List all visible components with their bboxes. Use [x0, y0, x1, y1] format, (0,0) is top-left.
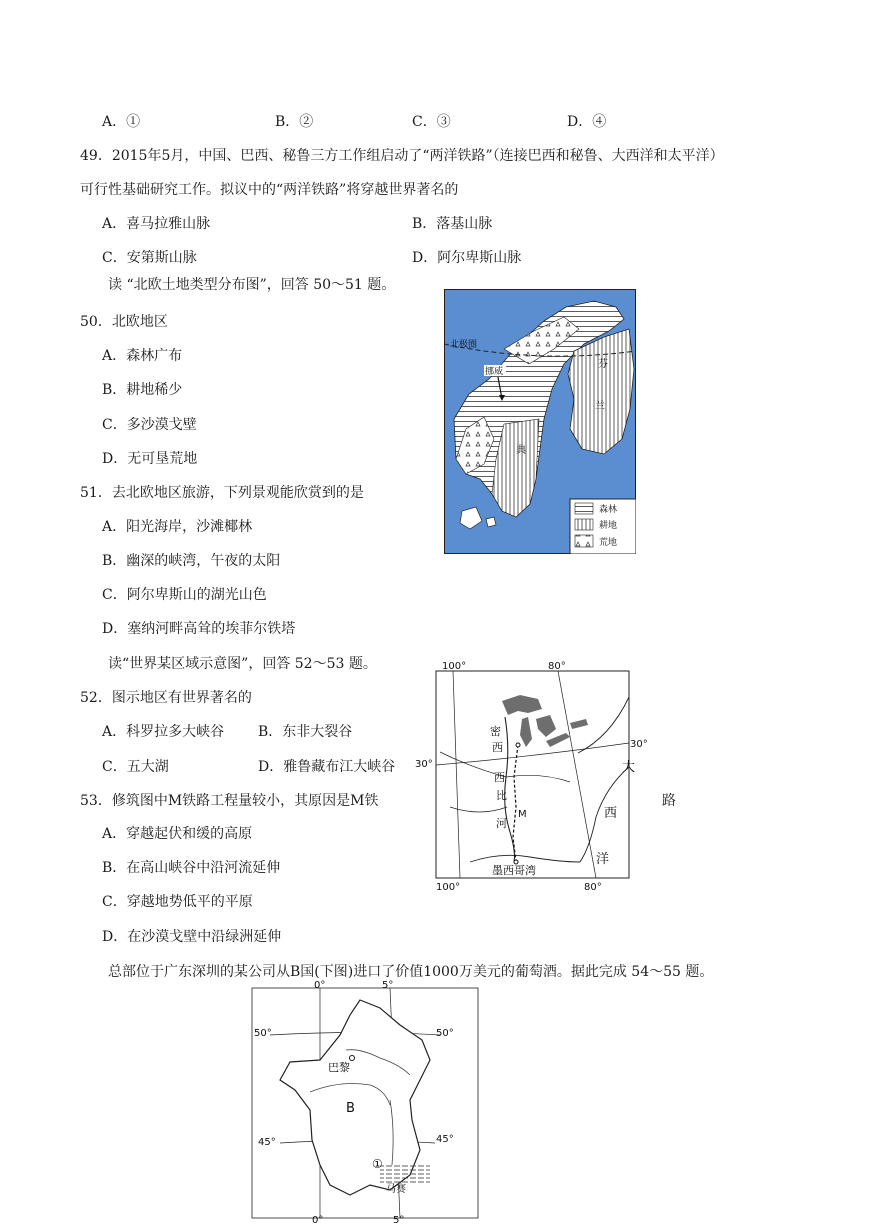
q52-option-c: C．五大湖 — [102, 759, 169, 775]
q52-option-a: A．科罗拉多大峡谷 — [102, 724, 225, 740]
q51-option-c: C．阿尔卑斯山的湖光山色 — [102, 587, 267, 603]
q50-option-d: D．无可垦荒地 — [102, 451, 198, 467]
q50-option-c: C．多沙漠戈壁 — [102, 417, 197, 433]
intro-50-51: 读 “北欧土地类型分布图”，回答 50～51 题。 — [108, 277, 396, 293]
ocean-char-3: 洋 — [596, 852, 610, 867]
q48-option-b: B．② — [275, 114, 314, 130]
q53-option-b: B．在高山峡谷中沿河流延伸 — [102, 860, 281, 876]
paris-marker — [350, 1056, 355, 1061]
gulf-of-mexico-label: 墨西哥湾 — [492, 864, 536, 877]
lat-label-45-left: 45° — [258, 1137, 276, 1148]
ocean-char-1: 大 — [622, 760, 636, 775]
lat-label-30-left: 30° — [415, 759, 433, 770]
legend-forest-swatch — [575, 503, 593, 514]
q50-stem: 50．北欧地区 — [80, 314, 168, 330]
q48-option-c: C．③ — [412, 114, 451, 130]
railway-m-label: M — [518, 809, 527, 820]
river-char-1: 密 — [490, 725, 501, 738]
river-char-4: 比 — [496, 789, 507, 802]
legend-farm: 耕地 — [599, 521, 618, 531]
marker-1: ① — [372, 1157, 383, 1171]
q49-option-c: C．安第斯山脉 — [102, 250, 197, 266]
q49-option-a: A．喜马拉雅山脉 — [102, 216, 211, 232]
river-char-2: 西 — [492, 741, 503, 754]
q51-stem: 51．去北欧地区旅游，下列景观能欣赏到的是 — [80, 485, 364, 501]
lon-label-5-bottom: 5° — [393, 1215, 405, 1225]
lon-label-80-bottom: 80° — [584, 882, 602, 892]
railway-m-start — [516, 743, 520, 747]
q50-option-b: B．耕地稀少 — [102, 382, 183, 398]
q49-stem-line1: 49．2015年5月，中国、巴西、秘鲁三方工作组启动了“两洋铁路”（连接巴西和秘鲁、大西洋和太平洋） — [80, 148, 724, 164]
intro-52-53: 读“世界某区域示意图”，回答 52～53 题。 — [108, 656, 377, 672]
france-map — [250, 980, 480, 1225]
q50-option-a: A．森林广布 — [102, 348, 183, 364]
intro-54-55: 总部位于广东深圳的某公司从B国(下图)进口了价值1000万美元的葡萄酒。据此完成 54～55 题。 — [108, 964, 714, 980]
lon-label-5-top: 5° — [382, 980, 394, 991]
paris-label: 巴黎 — [328, 1061, 350, 1074]
finland-label-2: 兰 — [595, 401, 605, 412]
legend-forest: 森林 — [599, 505, 618, 515]
q52-option-b: B．东非大裂谷 — [258, 724, 353, 740]
lon-label-0-top: 0° — [314, 980, 326, 991]
q51-option-a: A．阳光海岸，沙滩椰林 — [102, 519, 253, 535]
q53-stem: 53．修筑图中M铁路工程量较小，其原因是M铁 — [80, 793, 379, 809]
finland-label-1: 芬 — [598, 359, 608, 370]
q49-option-d: D．阿尔卑斯山脉 — [412, 250, 522, 266]
river-char-5: 河 — [496, 817, 507, 830]
q53-stem-end: 路 — [662, 793, 676, 809]
legend-farm-swatch — [575, 519, 593, 530]
q51-option-b: B．幽深的峡湾，午夜的太阳 — [102, 553, 281, 569]
q48-option-a: A．① — [102, 114, 141, 130]
q52-option-d: D．雅鲁藏布江大峡谷 — [258, 759, 396, 775]
q51-option-d: D．塞纳河畔高耸的埃菲尔铁塔 — [102, 621, 296, 637]
arctic-circle-label: 北极圈 — [450, 340, 478, 350]
q53-option-d: D．在沙漠戈壁中沿绿洲延伸 — [102, 929, 282, 945]
marseille-label: 马赛 — [386, 1184, 406, 1195]
q53-option-a: A．穿越起伏和缓的高原 — [102, 826, 253, 842]
sweden-label: 典 — [516, 445, 526, 456]
vineyard-hatch — [380, 1165, 430, 1185]
north-america-region-map — [410, 657, 660, 892]
legend-waste: 荒地 — [599, 538, 618, 548]
lon-label-0-bottom: 0° — [312, 1215, 324, 1225]
ocean-char-2: 西 — [604, 806, 618, 821]
lat-label-50-left: 50° — [254, 1028, 272, 1039]
q49-stem-line2: 可行性基础研究工作。拟议中的“两洋铁路”将穿越世界著名的 — [80, 182, 459, 198]
island-land — [486, 517, 496, 527]
lon-label-80-top: 80° — [548, 661, 566, 672]
lon-label-100-top: 100° — [442, 661, 467, 672]
q49-option-b: B．落基山脉 — [412, 216, 493, 232]
norway-label: 挪威 — [485, 367, 504, 377]
country-b-label: B — [346, 1101, 355, 1116]
q48-option-d: D．④ — [567, 114, 607, 130]
nordic-land-use-map — [444, 289, 636, 554]
legend-waste-swatch — [575, 535, 593, 547]
q53-option-c: C．穿越地势低平的平原 — [102, 894, 253, 910]
lon-label-100-bottom: 100° — [436, 882, 461, 892]
lat-label-50-right: 50° — [436, 1028, 454, 1039]
q52-stem: 52．图示地区有世界著名的 — [80, 690, 252, 706]
lat-label-30-right: 30° — [630, 739, 648, 750]
lat-label-45-right: 45° — [436, 1134, 454, 1145]
river-char-3: 西 — [494, 771, 505, 784]
